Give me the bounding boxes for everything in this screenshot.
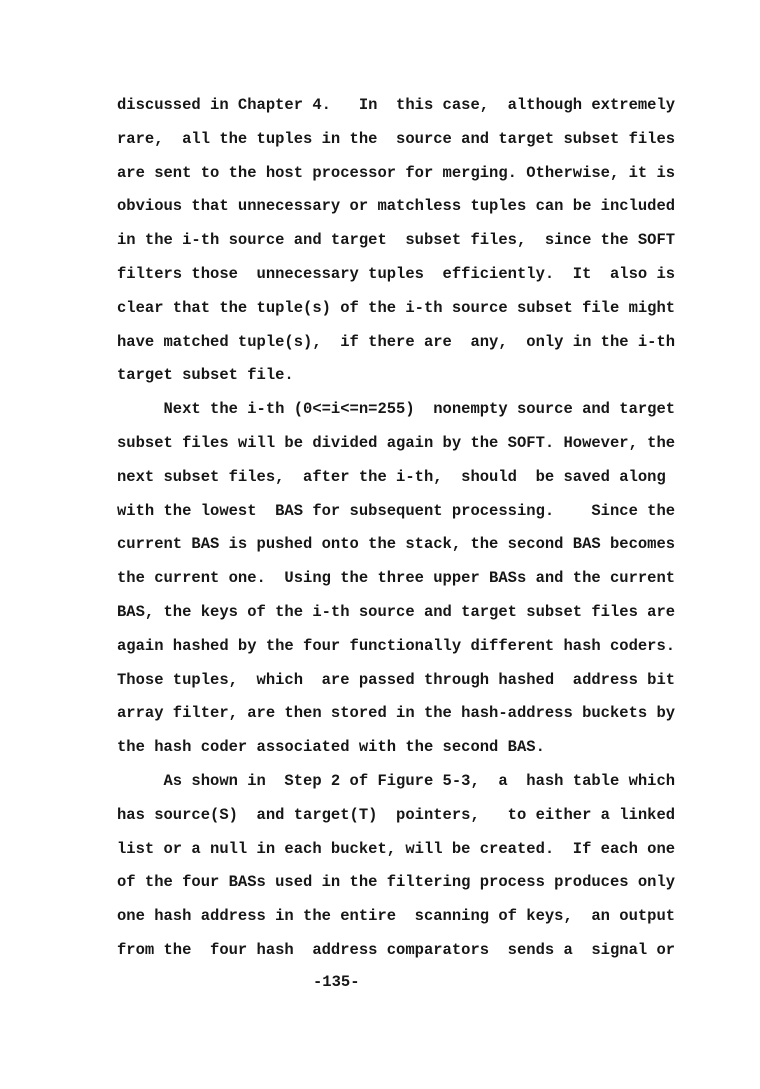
text-line: subset files will be divided again by the SOFT. However, the (117, 433, 676, 452)
text-line: has source(S) and target(T) pointers, to either a linked (117, 805, 676, 824)
page-number: -135- (313, 973, 360, 991)
text-line: clear that the tuple(s) of the i-th source subset file might (117, 298, 676, 317)
text-line: in the i-th source and target subset files, since the SOFT (117, 231, 676, 250)
text-line: array filter, are then stored in the hash-address buckets by (117, 704, 676, 723)
text-line: As shown in Step 2 of Figure 5-3, a hash table which (117, 771, 676, 790)
text-line: rare, all the tuples in the source and target subset files (117, 129, 676, 148)
text-line: again hashed by the four functionally different hash coders. (117, 636, 676, 655)
text-line: Next the i-th (0<=i<=n=255) nonempty source and target (117, 400, 676, 419)
text-line: BAS, the keys of the i-th source and target subset files are (117, 602, 676, 621)
text-line: one hash address in the entire scanning of keys, an output (117, 907, 676, 926)
text-line: from the four hash address comparators sends a signal or (117, 940, 676, 959)
text-line: obvious that unnecessary or matchless tuples can be included (117, 197, 676, 216)
text-line: are sent to the host processor for merging. Otherwise, it is (117, 163, 676, 182)
body-text (117, 89, 675, 968)
text-line: current BAS is pushed onto the stack, the second BAS becomes (117, 535, 676, 554)
text-line: filters those unnecessary tuples efficiently. It also is (117, 264, 676, 283)
text-line: of the four BASs used in the filtering process produces only (117, 873, 676, 892)
text-line: Those tuples, which are passed through hashed address bit (117, 670, 676, 689)
text-line: with the lowest BAS for subsequent processing. Since the (117, 501, 676, 520)
text-line: the hash coder associated with the second BAS. (117, 738, 545, 757)
text-line: list or a null in each bucket, will be created. If each one (117, 839, 676, 858)
text-line: have matched tuple(s), if there are any, only in the i-th (117, 332, 676, 351)
text-line: the current one. Using the three upper BASs and the current (117, 569, 676, 588)
text-line: discussed in Chapter 4. In this case, although extremely (117, 96, 676, 114)
text-line: next subset files, after the i-th, should be saved along (117, 467, 666, 486)
text-line: target subset file. (117, 366, 294, 385)
